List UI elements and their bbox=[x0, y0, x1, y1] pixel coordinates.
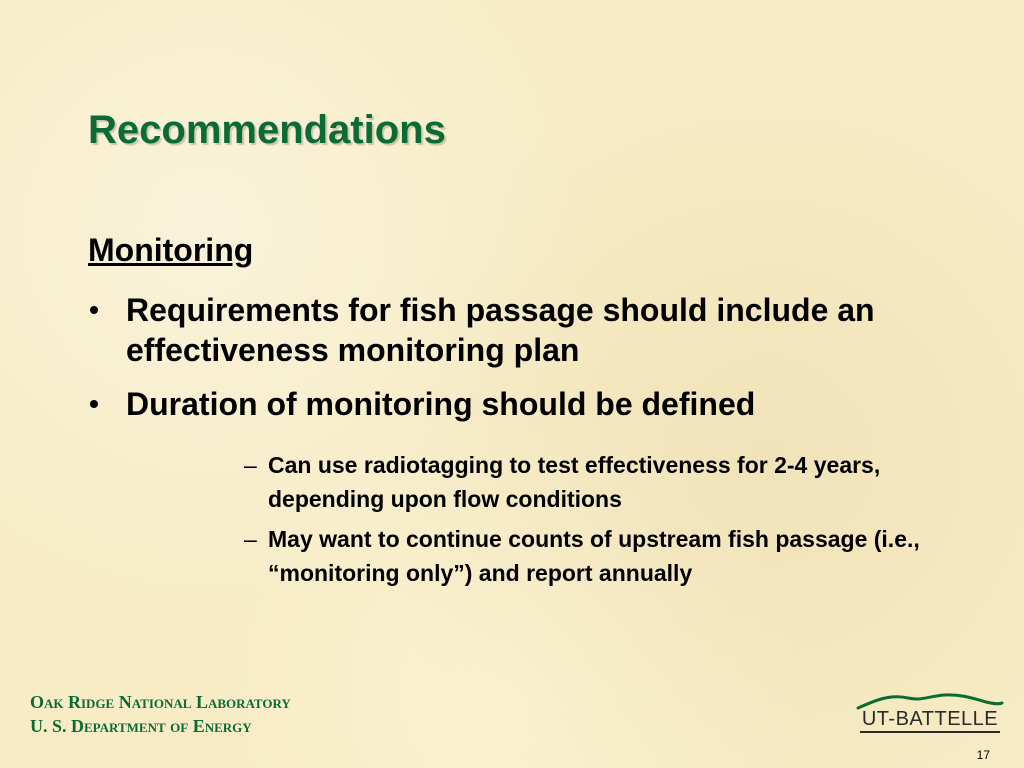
dash-icon: – bbox=[244, 452, 257, 478]
bullet-item bbox=[88, 290, 928, 370]
org-name: Oak Ridge National Laboratory bbox=[30, 692, 291, 712]
bullet-dot-icon bbox=[90, 400, 98, 408]
dash-icon: – bbox=[244, 526, 257, 552]
sub-bullet-text: May want to continue counts of upstream fish passage (i.e., “monitoring only”) and report annually bbox=[268, 526, 920, 586]
department-name: U. S. Department of Energy bbox=[30, 716, 252, 736]
logo-text: UT-BATTELLE bbox=[861, 708, 999, 730]
bullet-text: Requirements for fish passage should include an effectiveness monitoring plan bbox=[126, 292, 875, 368]
sub-bullet-text: Can use radiotagging to test effectiveness for 2-4 years, depending upon flow conditions bbox=[268, 452, 881, 512]
bullet-text: Duration of monitoring should be defined bbox=[126, 386, 756, 422]
footer-organization bbox=[30, 690, 291, 738]
bullet-dot-icon bbox=[90, 306, 98, 314]
slide-title: Recommendations bbox=[88, 108, 446, 152]
sub-bullet-list bbox=[240, 448, 920, 590]
sub-bullet-item bbox=[240, 448, 920, 516]
bullet-item bbox=[88, 384, 928, 424]
bullet-list bbox=[88, 290, 928, 424]
sub-bullet-item bbox=[240, 522, 920, 590]
ut-battelle-logo bbox=[856, 692, 1004, 738]
section-heading: Monitoring bbox=[88, 232, 254, 268]
page-number: 17 bbox=[976, 748, 990, 762]
